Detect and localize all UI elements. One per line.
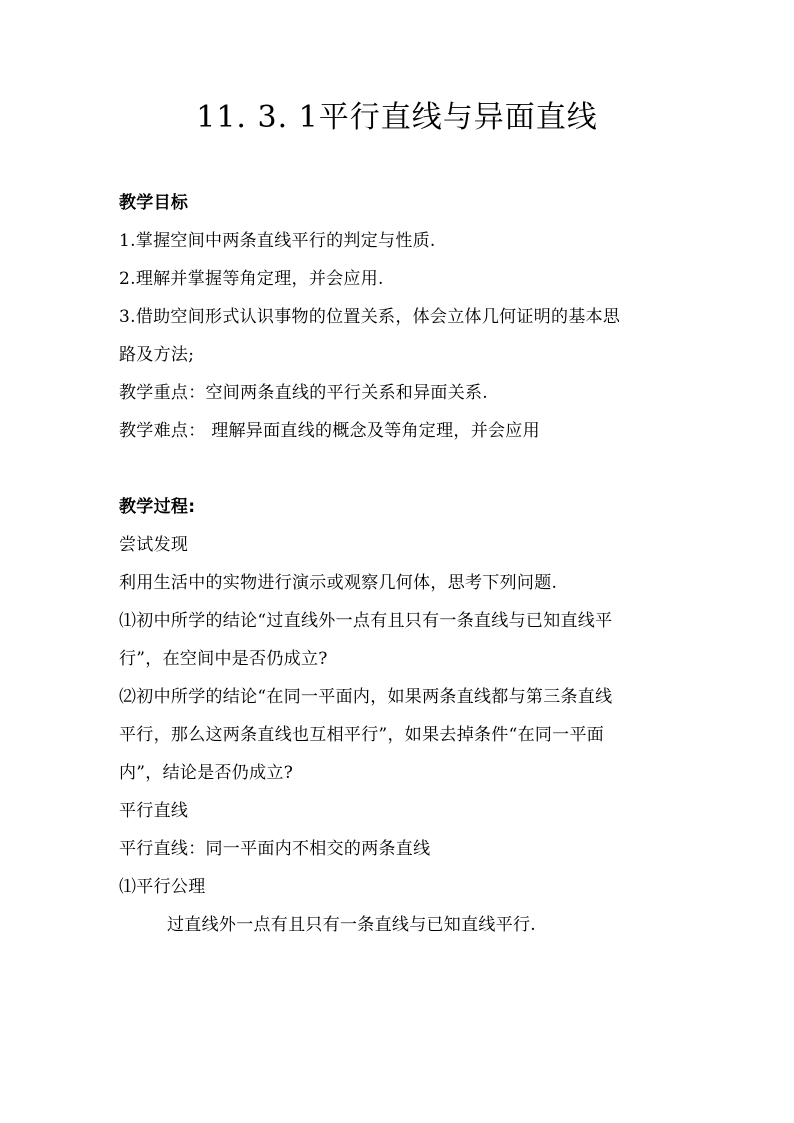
axiom-title: ⑴平行公理 bbox=[119, 877, 206, 897]
question-2-line-1: ⑵初中所学的结论“在同一平面内，如果两条直线都与第三条直线 bbox=[119, 687, 613, 707]
objective-item-1: 1.掌握空间中两条直线平行的判定与性质. bbox=[119, 231, 436, 251]
parallel-definition: 平行直线：同一平面内不相交的两条直线 bbox=[119, 839, 431, 859]
page-title: 11. 3. 1平行直线与异面直线 bbox=[196, 100, 598, 135]
question-1-line-2: 行”，在空间中是否仍成立? bbox=[119, 649, 328, 669]
objective-item-3-continued: 路及方法; bbox=[119, 345, 195, 365]
objectives-heading: 教学目标 bbox=[119, 193, 189, 213]
difficult-point: 教学难点： 理解异面直线的概念及等角定理，并会应用 bbox=[119, 421, 540, 441]
question-1-line-1: ⑴初中所学的结论“过直线外一点有且只有一条直线与已知直线平 bbox=[119, 611, 613, 631]
document-body bbox=[119, 184, 679, 944]
section-spacer bbox=[119, 450, 679, 488]
question-2-line-3: 内”，结论是否仍成立? bbox=[119, 763, 294, 783]
section1-intro: 利用生活中的实物进行演示或观察几何体，思考下列问题. bbox=[119, 573, 558, 593]
objective-item-3: 3.借助空间形式认识事物的位置关系，体会立体几何证明的基本思 bbox=[119, 307, 621, 327]
question-2-line-2: 平行，那么这两条直线也互相平行”，如果去掉条件“在同一平面 bbox=[119, 725, 605, 745]
key-point: 教学重点：空间两条直线的平行关系和异面关系. bbox=[119, 383, 489, 403]
axiom-text: 过直线外一点有且只有一条直线与已知直线平行. bbox=[167, 915, 537, 935]
section1-title: 尝试发现 bbox=[119, 535, 189, 555]
process-heading: 教学过程: bbox=[119, 497, 196, 517]
objective-item-2: 2.理解并掌握等角定理，并会应用. bbox=[119, 269, 384, 289]
section2-title: 平行直线 bbox=[119, 801, 189, 821]
